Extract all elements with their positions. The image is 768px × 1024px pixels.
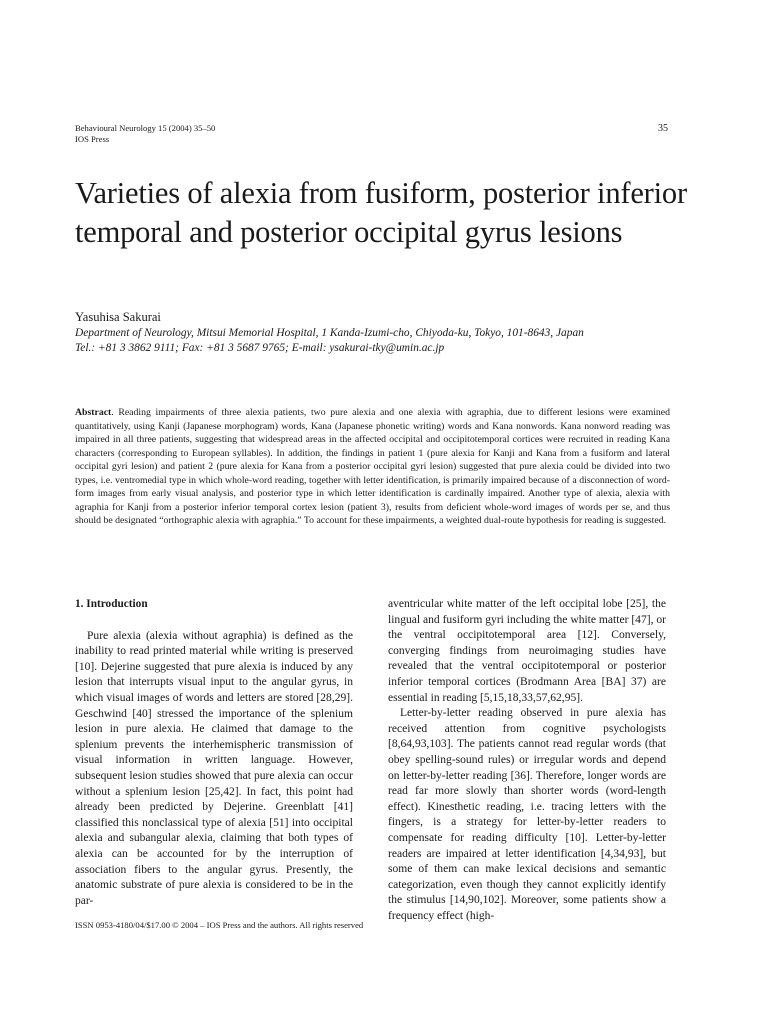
author-name: Yasuhisa Sakurai (75, 310, 161, 324)
column-left (75, 597, 353, 909)
abstract (75, 406, 670, 528)
intro-paragraph-1-continued: aventricular white matter of the left occipital lobe [25], the lingual and fusiform gyri including the white matter [47], or the ventral occipitotemporal area [12]. Conversely, converging findings from neuroimaging studies have revealed that the ventral occipitotemporal or posterior inferior temporal cortices (Brodmann Area [BA] 37) are essential in reading [5,15,18,33,57,62,95]. (388, 598, 666, 704)
affiliation-department: Department of Neurology, Mitsui Memorial Hospital, 1 Kanda-Izumi-cho, Chiyoda-ku, Tokyo, 101-8643, Japan (75, 327, 584, 339)
abstract-text: . Reading impairments of three alexia patients, two pure alexia and one alexia with agraphia, due to different lesions were examined quantitatively, using Kanji (Japanese morphogram) words, Kana (Japanese phonetic writing) words and Kana nonwords. Kana nonword reading was impaired in all three patients, suggesting that widespread areas in the affected occipital and occipitotemporal cortices were recruited in reading Kana characters (corresponding to European syllables). In addition, the findings in patient 1 (pure alexia for Kanji and Kana from a fusiform and lateral occipital gyri lesion) and patient 2 (pure alexia for Kana from a posterior occipital gyri lesion) suggested that pure alexia could be divided into two types, i.e. ventromedial type in which whole-word reading, together with letter identification, is primarily impaired because of a disconnection of word-form images from early visual analysis, and posterior type in which letter identification is cardinally impaired. Another type of alexia, alexia with agraphia for Kanji from a posterior inferior temporal cortex lesion (patient 3), results from deficient whole-word images of words per se, and thus should be designated “orthographic alexia with agraphia.” To account for these impairments, a weighted dual-route hypothesis for reading is suggested. (75, 407, 670, 526)
abstract-label: Abstract (75, 407, 112, 418)
page-number: 35 (658, 123, 668, 134)
copyright-footer: ISSN 0953-4180/04/$17.00 © 2004 – IOS Press and the authors. All rights reserved (75, 920, 364, 930)
intro-paragraph-1: Pure alexia (alexia without agraphia) is defined as the inability to read printed material while writing is preserved [10]. Dejerine suggested that pure alexia is induced by any lesion that interrupts visual input to the angular gyrus, in which visual images of words and letters are stored [28,29]. Geschwind [40] stressed the importance of the splenium lesion in pure alexia. He claimed that damage to the splenium prevents the interhemispheric transmission of visual information in written language. However, subsequent lesion studies showed that pure alexia can occur without a splenium lesion [25,42]. In fact, this point had already been predicted by Dejerine. Greenblatt [41] classified this nonclassical type of alexia [51] into occipital alexia and subangular alexia, claiming that both types of alexia can be accounted for by the interruption of association fibers to the angular gyrus. Presently, the anatomic substrate of pure alexia is considered to be in the par- (75, 629, 353, 907)
section-heading-introduction: 1. Introduction (75, 598, 148, 610)
journal-header (75, 123, 215, 145)
journal-citation: Behavioural Neurology 15 (2004) 35–50 (75, 123, 216, 133)
publisher-name: IOS Press (75, 134, 110, 144)
intro-paragraph-2: Letter-by-letter reading observed in pure alexia has received attention from cognitive psychologists [8,64,93,103]. The patients cannot read regular words (that obey spelling-sound rules) or irregular words and depend on letter-by-letter reading [36]. Therefore, longer words are read far more slowly than shorter words (word-length effect). Kinesthetic reading, i.e. tracing letters with the fingers, is a strategy for letter-by-letter readers to compensate for reading difficulty [10]. Letter-by-letter readers are impaired at letter identification [4,34,93], but some of them can make lexical decisions and semantic categorization, even though they cannot explicitly identify the stimulus [14,90,102]. Moreover, some patients show a frequency effect (high- (388, 707, 666, 922)
author-affiliation (75, 326, 715, 356)
column-right (388, 597, 666, 924)
affiliation-contact: Tel.: +81 3 3862 9111; Fax: +81 3 5687 9765; E-mail: ysakurai-tky@umin.ac.jp (75, 342, 445, 354)
paper-title: Varieties of alexia from fusiform, posterior inferior temporal and posterior occipital gyrus lesions (75, 176, 687, 249)
